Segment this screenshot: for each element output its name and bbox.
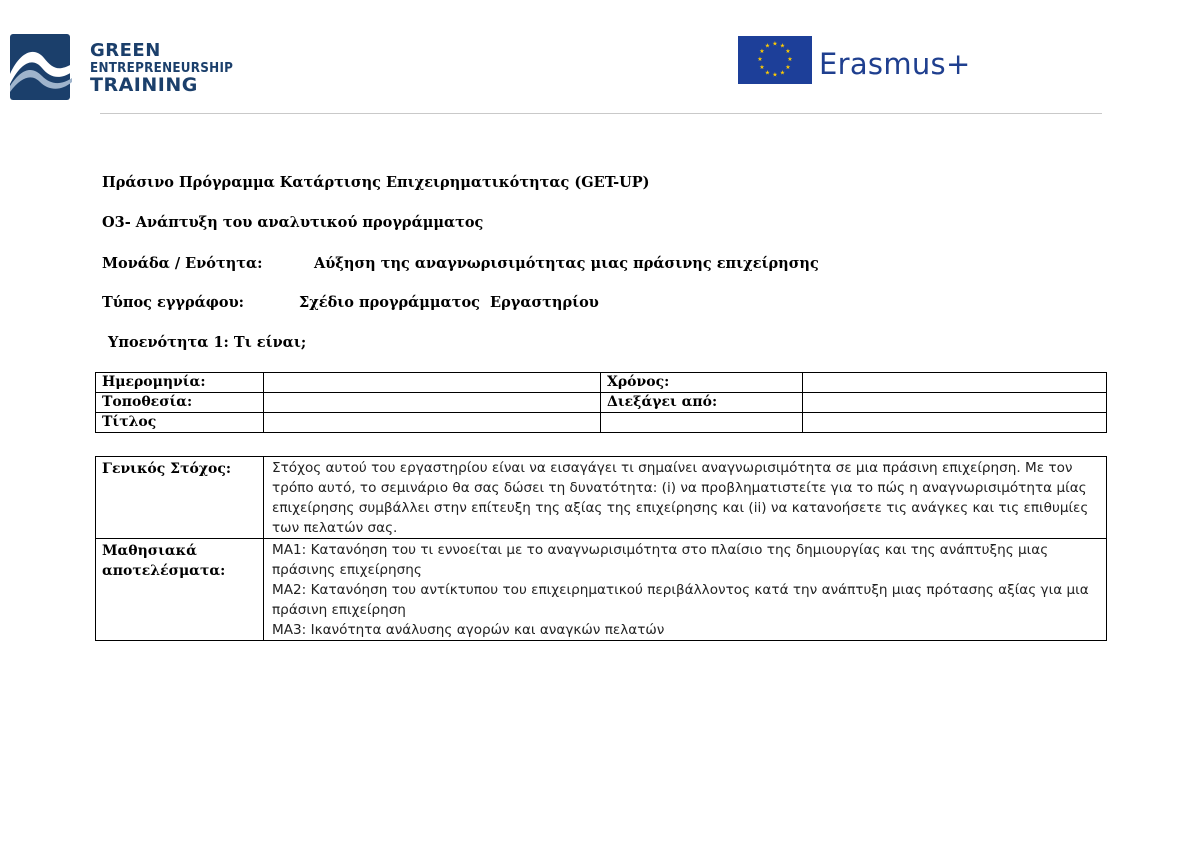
time-label: Χρόνος: [601, 373, 803, 393]
output-title: O3- Ανάπτυξη του αναλυτικού προγράμματος [102, 214, 484, 231]
date-value[interactable] [264, 373, 601, 393]
conducted-by-value[interactable] [803, 393, 1107, 413]
empty-cell [601, 413, 803, 433]
svg-text:★: ★ [787, 56, 793, 63]
date-label: Ημερομηνία: [96, 373, 264, 393]
subunit-title: Υποενότητα 1: Τι είναι; [108, 334, 307, 351]
header-divider [100, 113, 1102, 114]
svg-text:★: ★ [764, 42, 771, 50]
wave-logo-icon [10, 34, 72, 102]
svg-text:★: ★ [759, 48, 765, 55]
svg-text:★: ★ [779, 69, 786, 77]
table-row [96, 457, 1107, 539]
learning-outcome-3: ΜΑ3: Ικανότητα ανάλυσης αγορών και αναγκών πελατών [272, 622, 665, 638]
time-value[interactable] [803, 373, 1107, 393]
doctype-line [102, 296, 599, 311]
title-label: Τίτλος [96, 413, 264, 433]
table-row [96, 539, 1107, 641]
general-goal-text: Στόχος αυτού του εργαστηρίου είναι να εισαγάγει τι σημαίνει αναγνωρισιμότητα σε μια πράσινη επιχείρηση. Με τον τρόπο αυτό, το σεμινάριο θα σας δώσει τη δυνατότητα: (i) να προβληματιστείτε για το πώς η αναγνωρισιμότητα μίας επιχείρησης συμβάλλει στην επίτευξη της αξίας της επιχείρησης και (ii) να κατανοήσετε τις ανάγκες και τις επιθυμίες των πελατών σας. [264, 457, 1107, 539]
title-value[interactable] [264, 413, 601, 433]
table-row [96, 413, 1107, 433]
learning-outcomes-list [264, 539, 1107, 641]
svg-text:★: ★ [785, 48, 791, 55]
learning-outcome-1: ΜΑ1: Κατανόηση του τι εννοείται με το αναγνωρισιμότητα στο πλαίσιο της δημιουργίας και της ανάπτυξης μιας πράσινης επιχείρησης [272, 542, 1049, 578]
learning-outcomes-label: Μαθησιακά αποτελέσματα: [96, 539, 264, 641]
logo-text-training: TRAINING [90, 74, 198, 96]
doctype-label: Τύπος εγγράφου: [102, 294, 244, 311]
location-value[interactable] [264, 393, 601, 413]
doctype-value: Σχέδιο προγράμματος Εργαστηρίου [299, 294, 599, 311]
empty-cell [803, 413, 1107, 433]
logo-text-entrepreneurship: ENTREPRENEURSHIP [90, 61, 234, 76]
svg-text:★: ★ [772, 71, 778, 79]
learning-goals-table [95, 456, 1107, 641]
svg-text:★: ★ [757, 56, 763, 63]
erasmus-wordmark: Erasmus+ [819, 47, 971, 81]
svg-text:★: ★ [785, 64, 791, 71]
conducted-by-label: Διεξάγει από: [601, 393, 803, 413]
logo-text-green: GREEN [90, 40, 161, 61]
table-row [96, 373, 1107, 393]
green-entrepreneurship-logo [10, 34, 234, 104]
eu-flag-icon [738, 36, 812, 84]
learning-outcome-2: ΜΑ2: Κατανόηση του αντίκτυπου του επιχειρηματικού περιβάλλοντος κατά την ανάπτυξη μιας πρότασης αξίας για μια πράσινη επιχείρηση [272, 582, 1089, 618]
table-row [96, 393, 1107, 413]
svg-text:★: ★ [764, 69, 771, 77]
module-label: Μονάδα / Ενότητα: [102, 255, 263, 272]
svg-text:★: ★ [779, 42, 786, 50]
svg-text:★: ★ [772, 40, 778, 48]
program-title: Πράσινο Πρόγραμμα Κατάρτισης Επιχειρηματικότητας (GET-UP) [102, 174, 650, 191]
module-value: Αύξηση της αναγνωρισιμότητας μιας πράσινης επιχείρησης [314, 255, 819, 272]
module-line [102, 257, 819, 272]
erasmus-plus-logo [738, 36, 988, 88]
svg-text:★: ★ [759, 64, 765, 71]
session-info-table [95, 372, 1107, 433]
location-label: Τοποθεσία: [96, 393, 264, 413]
general-goal-label: Γενικός Στόχος: [96, 457, 264, 539]
